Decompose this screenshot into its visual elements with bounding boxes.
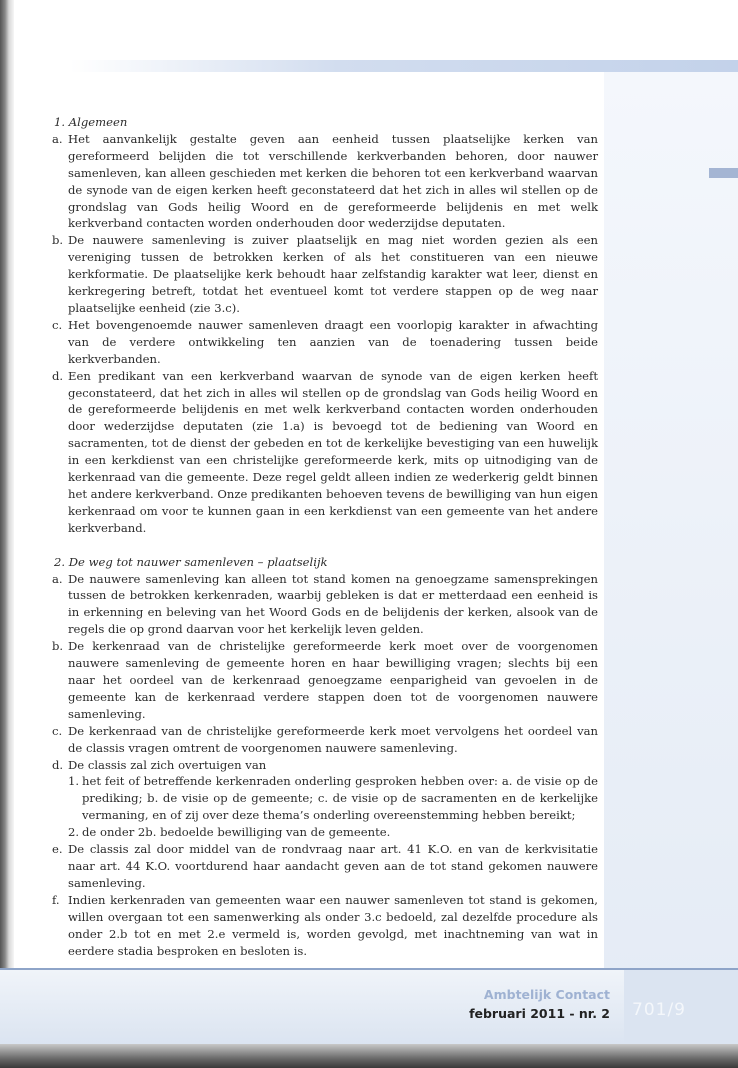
item-text: Het aanvankelijk gestalte geven aan eenheid tussen plaatselijke kerken van gereformeerd belijden die tot verschillende kerkverbanden behoren, door nauwer samenleven, kan alleen geschieden met kerken die behoren tot een kerkverband waarvan de synode van de eigen kerken heeft geconstateerd dat het zich in alles wil stellen op de grondslag van Gods heilig Woord en de gereformeerde belijdenis en met welk kerkverband contacten worden onderhouden door wederzijdse deputaten. [68,131,598,231]
item-text: De nauwere samenleving is zuiver plaatselijk en mag niet worden gezien als een vereniging tussen de betrokken kerken of als het constitueren van een nieuwe kerkformatie. De plaatselijke kerk behoudt haar zelfstandig karakter wat leer, dienst en kerkregering betreft, totdat het eventueel komt tot verdere stappen op de weg naar plaatselijke eenheid (zie 3.c). [68,233,598,315]
section-2-item-d-sub-2 [52,824,598,841]
section-1-item-c [52,317,598,368]
item-text: De nauwere samenleving kan alleen tot stand komen na genoegzame samensprekingen tussen de betrokken kerkenraden, waarbij gebleken is dat er metterdaad een eenheid is in erkenning en beleving van het Woord Gods en de belijdenis der kerken, alsook van de regels die op grond daarvan voor het kerkelijk leven gelden. [68,571,598,637]
section-heading-weg: 2. De weg tot nauwer samenleven – plaatselijk [54,554,328,569]
section-2-item-d [52,757,598,774]
article-body [52,114,598,959]
binding-edge [0,0,14,1044]
page-number: 701/9 [632,1000,686,1020]
section-1-item-b [52,232,598,317]
item-label: c. [52,723,63,738]
item-text: Indien kerkenraden van gemeenten waar een nauwer samenleven tot stand is gekomen, willen overgaan tot een samenwerking als onder 3.c bedoeld, zal dezelfde procedure als onder 2.b tot en met 2.e vermeld is, worden gevolgd, met inachtneming van wat in eerdere stadia besproken en besloten is. [68,892,598,958]
item-label: b. [52,639,64,654]
item-text: De kerkenraad van de christelijke gereformeerde kerk moet vervolgens het oordeel van de classis vragen omtrent de voorgenomen nauwere samenleving. [68,723,598,755]
item-label: a. [52,571,63,586]
sub-item-label: 1. [68,774,80,789]
section-2-item-f [52,892,598,960]
item-text: De kerkenraad van de christelijke gereformeerde kerk moet over de voorgenomen nauwere samenleving de gemeente horen en haar bewilliging vragen; slechts bij een naar het oordeel van de kerkenraad genoegzame eenparigheid van gevoelen in de gemeente kan de kerkenraad verdere stappen doen tot de voorgenomen nauwere samenleving. [68,639,598,721]
item-label: f. [52,892,60,907]
sub-item-text: het feit of betreffende kerkenraden onderling gesproken hebben over: a. de visie op de prediking; b. de visie op de gemeente; c. de visie op de sacramenten en de kerkelijke vermaning, en of zij over deze thema’s onderling overeenstemming hebben bereikt; [82,774,598,823]
section-gap [52,537,598,554]
side-tab-marker [709,168,738,178]
item-label: d. [52,368,64,383]
item-label: e. [52,842,63,857]
item-text: De classis zal door middel van de rondvraag naar art. 41 K.O. en van de kerkvisitatie naar art. 44 K.O. voortdurend haar aandacht geven aan de tot stand gekomen nauwere samenleving. [68,842,598,890]
section-2-item-c [52,723,598,757]
section-1-item-a [52,131,598,232]
item-label: a. [52,131,63,146]
item-text: Een predikant van een kerkverband waarvan de synode van de eigen kerken heeft geconstateerd, dat het zich in alles wil stellen op de grondslag van Gods heilig Woord en de gereformeerde belijdenis en met welk kerkverband contacten worden onderhouden door wederzijdse deputaten (zie 1.a) is bevoegd tot de bediening van Woord en sacramenten, tot de dienst der gebeden en tot de kerkelijke bevestiging van een huwelijk in een kerkdienst van een christelijke gereformeerde kerk, mits op uitnodiging van de kerkenraad van die gemeente. Deze regel geldt alleen indien ze wederkerig geldt binnen het andere kerkverband. Onze predikanten behoeven tevens de bewilliging van hun eigen kerkenraad om voor te kunnen gaan in een kerkdienst van een gemeente van het andere kerkverband. [68,368,598,535]
section-1-item-d [52,368,598,537]
sub-item-label: 2. [68,825,80,840]
sub-item-text: de onder 2b. bedoelde bewilliging van de gemeente. [82,825,391,840]
section-2-item-e [52,841,598,892]
magazine-issue: februari 2011 - nr. 2 [469,1006,610,1021]
item-label: d. [52,757,64,772]
section-heading-algemeen: 1. Algemeen [54,115,128,129]
bottom-edge-shadow [0,1044,738,1068]
section-2-item-a [52,571,598,639]
section-2-item-b [52,638,598,723]
item-label: c. [52,317,63,332]
right-margin-column [604,72,738,1044]
item-text: Het bovengenoemde nauwer samenleven draagt een voorlopig karakter in afwachting van de verdere ontwikkeling ten aanzien van de toenadering tussen beide kerkverbanden. [68,317,598,366]
header-band [70,60,738,72]
magazine-name: Ambtelijk Contact [483,987,610,1002]
item-text: De classis zal zich overtuigen van [68,757,267,772]
section-2-item-d-sub-1 [52,773,598,824]
item-label: b. [52,233,64,248]
